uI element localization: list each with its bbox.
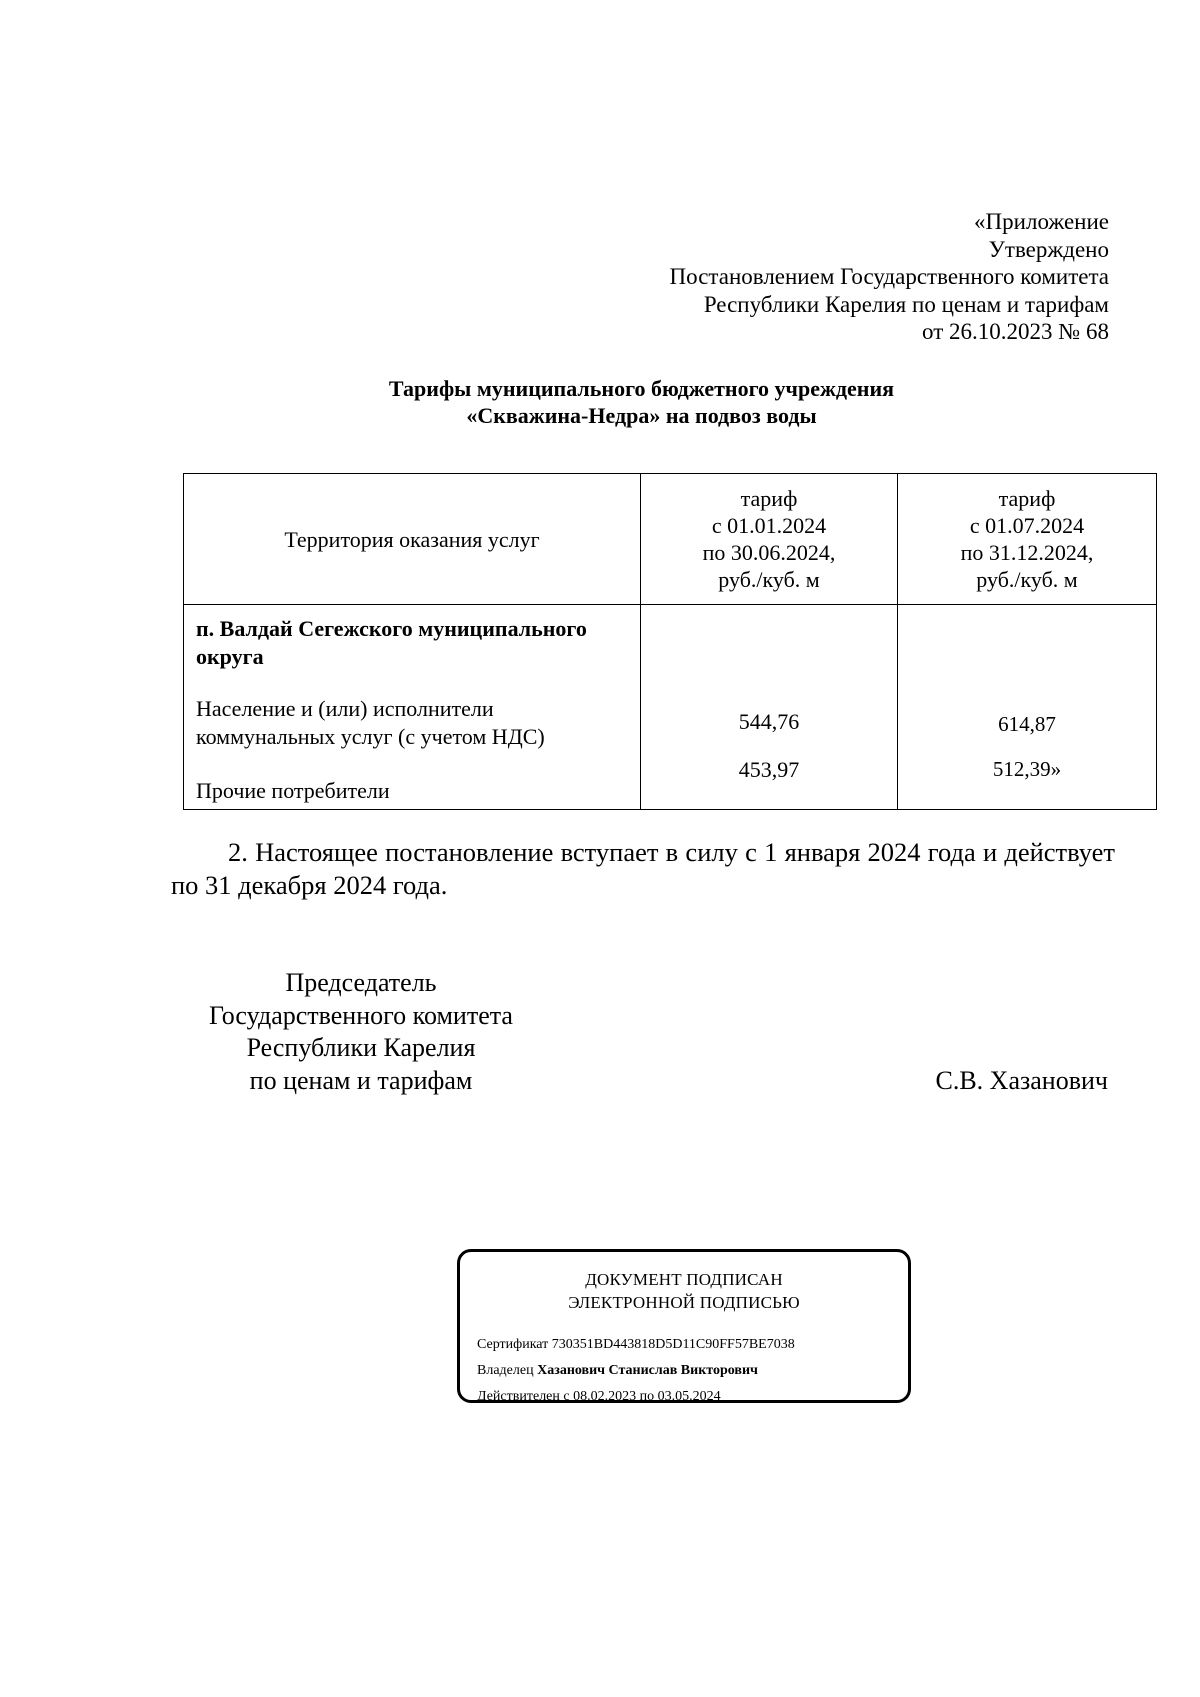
document-title <box>183 375 1100 429</box>
stamp-title <box>460 1268 908 1314</box>
tariff-1-population-value: 544,76 <box>738 709 800 734</box>
tariff-table <box>183 473 1157 810</box>
header-tariff-1-line: по 30.06.2024, <box>702 540 836 565</box>
effective-date-paragraph: 2. Настоящее постановление вступает в силу с 1 января 2024 года и действует по 31 декабря 2024 года. <box>171 837 1115 900</box>
appendix-line: Постановлением Государственного комитета <box>669 264 1109 289</box>
header-tariff-1-line: руб./куб. м <box>718 567 820 592</box>
region-name-line: округа <box>196 644 264 669</box>
stamp-owner-value: Хазанович Станислав Викторович <box>537 1363 758 1378</box>
appendix-line: Республики Карелия по ценам и тарифам <box>703 291 1109 317</box>
header-tariff-2-line: тариф <box>998 486 1056 511</box>
header-tariff-1-line: с 01.01.2024 <box>711 513 827 538</box>
stamp-valid-label: Действителен с <box>477 1389 570 1404</box>
title-line-2: «Скважина-Недра» на подвоз воды <box>466 403 817 428</box>
signatory-position <box>171 967 551 1097</box>
e-signature-stamp <box>457 1249 911 1403</box>
row-label-line: Население и (или) исполнители <box>196 696 494 721</box>
header-tariff-2-line: руб./куб. м <box>976 567 1078 592</box>
stamp-certificate-value: 730351BD443818D5D11C90FF57BE7038 <box>551 1337 795 1352</box>
appendix-line: «Приложение <box>974 209 1109 234</box>
tariff-2-other-value: 512,39» <box>992 757 1062 781</box>
header-tariff-1 <box>641 474 898 605</box>
row-label-population <box>196 695 545 751</box>
table-header-row <box>184 474 1157 605</box>
region-name <box>196 615 587 671</box>
signatory-line: по ценам и тарифам <box>249 1065 473 1095</box>
header-tariff-2-line: с 01.07.2024 <box>969 513 1085 538</box>
stamp-title-line: ДОКУМЕНТ ПОДПИСАН <box>585 1270 783 1289</box>
stamp-valid-to: 03.05.2024 <box>657 1389 721 1404</box>
tariff-1-other-value: 453,97 <box>738 757 800 782</box>
stamp-certificate-label: Сертификат <box>477 1337 549 1352</box>
signatory-line: Председатель <box>285 968 437 997</box>
stamp-details <box>477 1332 795 1410</box>
tariff-1-cell <box>641 605 898 810</box>
stamp-valid-to-label: по <box>639 1389 655 1404</box>
header-territory <box>184 474 641 605</box>
tariff-2-cell <box>898 605 1157 810</box>
region-name-line: п. Валдай Сегежского муниципального <box>196 616 587 641</box>
header-territory-label: Территория оказания услуг <box>284 526 540 552</box>
row-label-line: Прочие потребители <box>196 778 390 803</box>
stamp-valid-from: 08.02.2023 <box>573 1389 637 1404</box>
header-tariff-1-line: тариф <box>740 486 798 511</box>
signatory-line: Республики Карелия <box>246 1033 476 1062</box>
appendix-header <box>670 208 1109 346</box>
stamp-owner-label: Владелец <box>477 1363 534 1378</box>
stamp-title-line: ЭЛЕКТРОННОЙ ПОДПИСЬЮ <box>568 1293 800 1312</box>
signatory-line: Государственного комитета <box>209 1000 513 1030</box>
signer-name: С.В. Хазанович <box>935 1066 1108 1095</box>
row-label-line: коммунальных услуг (с учетом НДС) <box>196 724 545 749</box>
territory-cell <box>184 605 641 810</box>
header-tariff-2-line: по 31.12.2024, <box>960 540 1094 565</box>
appendix-line: от 26.10.2023 № 68 <box>922 319 1109 344</box>
title-line-1: Тарифы муниципального бюджетного учреждения <box>388 376 895 401</box>
stamp-validity-line <box>477 1384 795 1410</box>
stamp-certificate-line <box>477 1332 795 1358</box>
appendix-line: Утверждено <box>988 236 1109 262</box>
stamp-owner-line <box>477 1358 795 1384</box>
row-label-other <box>196 777 390 804</box>
header-tariff-2 <box>898 474 1157 605</box>
table-row <box>184 605 1157 810</box>
tariff-2-population-value: 614,87 <box>998 712 1056 736</box>
